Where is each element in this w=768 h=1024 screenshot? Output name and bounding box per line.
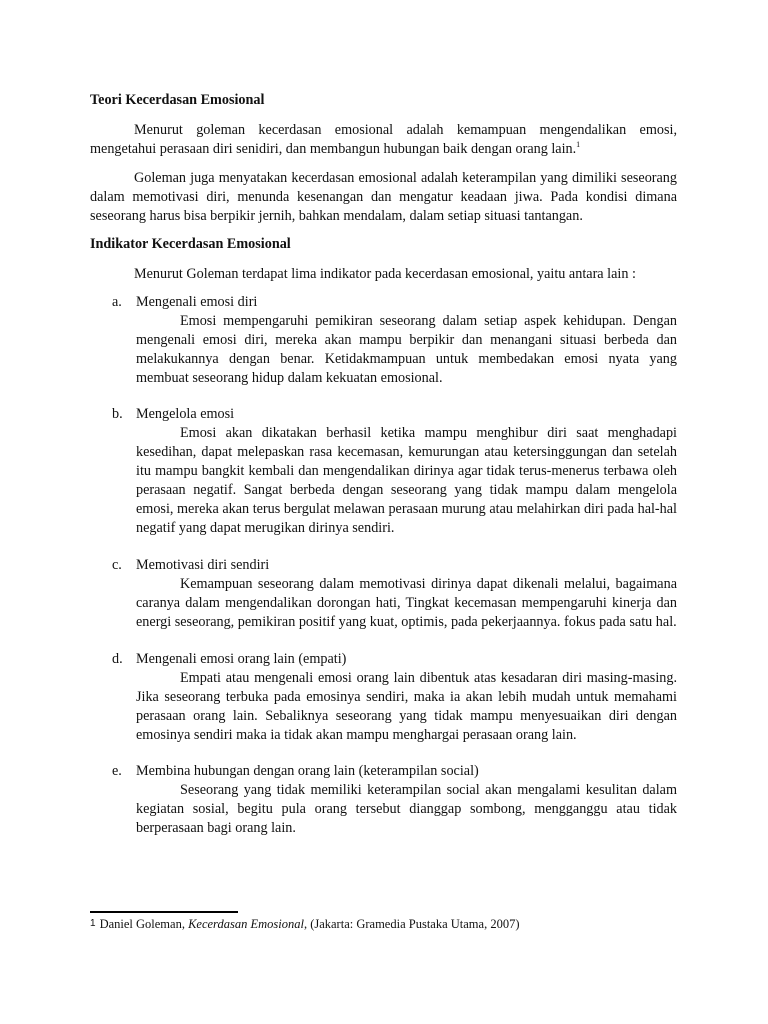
list-item-body: Kemampuan seseorang dalam memotivasi dirinya dapat dikenali melalui, bagaimana caranya dalam mengendalikan dorongan hati, Tingkat kecemasan mempengaruhi kinerja dan energi seseorang, pemikiran positif yang kuat, optimis, pada pekerjaannya. fokus pada satu hal. — [136, 576, 677, 630]
list-marker: d. — [112, 651, 123, 667]
paragraph-goleman-statement: Goleman juga menyatakan kecerdasan emosional adalah keterampilan yang dimiliki seseorang dalam memotivasi diri, menunda kesenangan dan mengatur keadaan jiwa. Pada kondisi dimana seseorang harus bisa berpikir jernih, bahkan mendalam, dalam setiap situasi tantangan. — [90, 170, 677, 224]
list-item-body: Emosi mempengaruhi pemikiran seseorang dalam setiap aspek kehidupan. Dengan mengenali emosi diri, mereka akan mampu berpikir dan menangani situasi berbeda dan melakukannya dengan benar. Ketidakmampuan untuk membedakan emosi nyata yang membuat seseorang hidup dalam kekuatan emosional. — [136, 313, 677, 386]
list-marker: c. — [112, 557, 122, 573]
list-marker: a. — [112, 294, 122, 310]
section-heading-indikator: Indikator Kecerdasan Emosional — [90, 236, 291, 252]
list-item-body: Seseorang yang tidak memiliki keterampilan social akan mengalami kesulitan dalam kegiatan sosial, begitu pula orang tersebut dianggap sombong, mengganggu atau tidak berperasaan bagi orang lain. — [136, 782, 677, 836]
footnote-separator — [90, 911, 238, 913]
list-item-title: Memotivasi diri sendiri — [136, 557, 270, 573]
paragraph-indicator-intro: Menurut Goleman terdapat lima indikator pada kecerdasan emosional, yaitu antara lain : — [134, 266, 636, 282]
list-item-title: Membina hubungan dengan orang lain (keterampilan social) — [136, 763, 479, 779]
footnote-publication: , (Jakarta: Gramedia Pustaka Utama, 2007) — [303, 917, 520, 931]
footnote-reference[interactable]: 1 — [576, 140, 581, 149]
list-item-body: Empati atau mengenali emosi orang lain dibentuk atas kesadaran diri masing-masing. Jika seseorang terbuka pada emosinya sendiri, maka ia akan lebih mudah untuk memahami perasaan orang lain. Sebaliknya seseorang yang tidak mampu menyesuaikan diri dengan emosinya sendiri maka ia tidak akan mampu menghargai perasaan orang lain. — [136, 670, 677, 743]
paragraph-definition: Menurut goleman kecerdasan emosional adalah kemampuan mengendalikan emosi, mengetahui perasaan diri senidiri, dan membangun hubungan baik dengan orang lain.$^1$ — [90, 122, 677, 157]
section-heading-teori: Teori Kecerdasan Emosional — [90, 92, 265, 108]
list-marker: e. — [112, 763, 122, 779]
footnote-number: 1 — [90, 918, 96, 929]
footnote-book-title: Kecerdasan Emosional — [188, 917, 304, 931]
list-item-title: Mengenali emosi diri — [136, 294, 258, 310]
list-item-title: Mengelola emosi — [136, 406, 235, 422]
footnote — [90, 914, 520, 934]
list-marker: b. — [112, 406, 123, 422]
list-item-body: Emosi akan dikatakan berhasil ketika mampu menghibur diri saat menghadapi kesedihan, dapat melepaskan rasa kecemasan, kemurungan atau ketersinggungan dan setelah itu mampu bangkit kembali dan mengendalikan dirinya agar tidak terus-menerus terbawa oleh perasaan negatif. Sangat berbeda dengan seseorang yang tidak mampu dalam mengelola emosi, mereka akan terus bergulat melawan perasaan murung atau melahirkan diri pada hal-hal negatif yang dapat merugikan dirinya sendiri. — [136, 425, 677, 536]
list-item-title: Mengenali emosi orang lain (empati) — [136, 651, 347, 667]
footnote-author: Daniel Goleman, — [99, 917, 189, 931]
